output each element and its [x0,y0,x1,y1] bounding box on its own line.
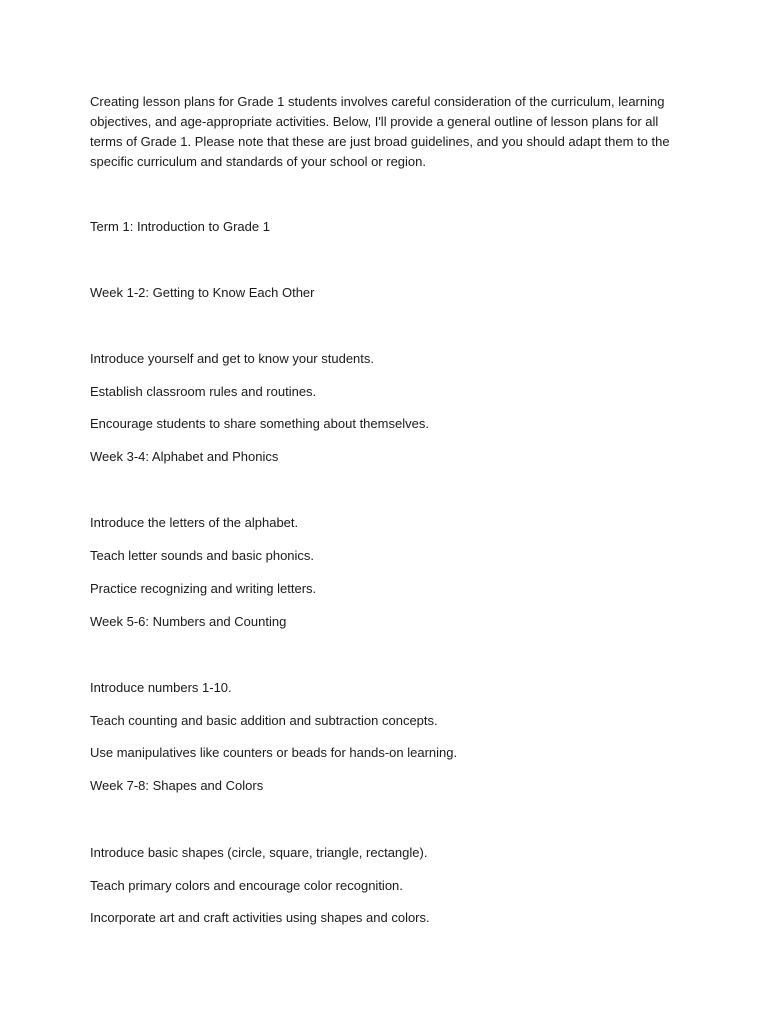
list-item: Practice recognizing and writing letters. [90,581,317,596]
list-item: Introduce numbers 1-10. [90,680,232,695]
list-item: Introduce the letters of the alphabet. [90,515,299,530]
list-item: Teach letter sounds and basic phonics. [90,548,315,563]
term-heading: Term 1: Introduction to Grade 1 [90,219,270,234]
intro-paragraph: Creating lesson plans for Grade 1 students involves careful consideration of the curriculum, learning objectives, and age-appropriate activities. Below, I'll provide a general outline of lesson plans for all terms of Grade 1. Please note that these are just broad guidelines, and you should adapt them to the specific curriculum and standards of your school or region. [90,94,670,169]
week-heading: Week 5-6: Numbers and Counting [90,614,287,629]
week-heading: Week 1-2: Getting to Know Each Other [90,285,315,300]
list-item: Introduce basic shapes (circle, square, triangle, rectangle). [90,845,428,860]
list-item: Teach primary colors and encourage color recognition. [90,878,403,893]
list-item: Establish classroom rules and routines. [90,384,317,399]
list-item: Teach counting and basic addition and subtraction concepts. [90,713,438,728]
list-item: Use manipulatives like counters or beads for hands-on learning. [90,745,458,760]
list-item: Encourage students to share something about themselves. [90,416,429,431]
week-heading: Week 7-8: Shapes and Colors [90,778,264,793]
list-item: Introduce yourself and get to know your students. [90,351,375,366]
week-heading: Week 3-4: Alphabet and Phonics [90,449,279,464]
list-item: Incorporate art and craft activities using shapes and colors. [90,910,430,925]
